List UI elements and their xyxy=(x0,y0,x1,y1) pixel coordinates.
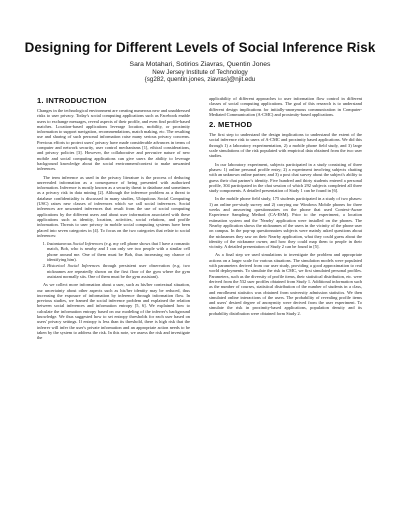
paper-emails: {sg282, quentin.jones, ziavras}@njit.edu xyxy=(144,76,256,83)
method-paragraph-2: In our laboratory experiment, subjects participated in a study consisting of three phases: 1) online personal profile entry; 2) a experiment involving subjects chatting with an unknown online partner; and 3) a post chat survey about the subject's ability to guess their chat partner's identity. Five hundred and thirty students entered a personal profile, 304 participated in the chat session of which 292 subjects completed all three study components. A detailed presentation of Study 1 can be found in [6]. xyxy=(209,161,362,194)
paper-affiliation: New Jersey Institute of Technology xyxy=(152,69,248,76)
right-column xyxy=(209,96,362,319)
left-column xyxy=(37,96,190,343)
method-paragraph-3: In the mobile phone field study, 175 students participated in a study of two phases: 1) an online pre-study survey and 2) carrying our Windows Mobile phones for three weeks and answering questionnaires on the phone that used Context-Aware Experience Sampling Method (CA-ESM). Prior to the experiment, a location estimation system and the 'Nearby' application were installed on the phones. The Nearby application shows the nicknames of the users in the vicinity of the phone user on campus. In the pop-up questionnaires subjects were mainly asked questions about the nicknames they saw on their Nearby application, what they could guess about the identity of the nickname owner, and how they could map them to people in their vicinity. A detailed presentation of Study 2 can be found in [5]. xyxy=(209,196,362,250)
intro-paragraph-1: Changes in the technological environment are creating numerous new and unaddressed risks to user privacy. Today's social computing applications such as Facebook enable users to exchange messages, reveal aspects of their profile, and even find profile-based matches. Location-based applications leverage location, mobility, or proximity information to support navigation, recommendations, match making, etc. The resulting use and sharing of such personal information raise many serious privacy concerns. Previous efforts to protect users' privacy have made considerable advances in terms of computer and network security, user control mechanisms [1], ethical considerations, and privacy policies [3]. However, the collaborative and pervasive nature of new mobile and social computing applications can give users the ability to leverage background knowledge about the social environment/context to make unwanted inferences. xyxy=(37,108,190,172)
list-item xyxy=(47,263,190,279)
paper-title: Designing for Different Levels of Social Inference Risk xyxy=(24,40,376,55)
list-item xyxy=(47,241,190,262)
intro-paragraph-3: As we collect more information about a user, such as his/her contextual situation, our uncertainty about other aspects such as his/her identity may be reduced, thus increasing the exposure of information by inference through information flow. In previous studies, we framed the social inference problem and explained the relation between social inferences and information entropy [5, 6]. We explained how to calculate the information entropy based on our modeling of the inferrer's background knowledge. We thus suggested how to set entropy thresholds for each user based on users' privacy settings. If entropy is less than its threshold, there is high risk that the inferrer will infer the user's private information and an appropriate action needs to be taken by the system to address the risk. In this note, we assess the risk and investigate the xyxy=(37,282,190,341)
list-item-label: Instantaneous Social Inferences xyxy=(47,241,104,247)
section-heading-introduction: 1. INTRODUCTION xyxy=(37,96,107,105)
section-heading-method: 2. METHOD xyxy=(209,120,253,130)
method-paragraph-4: As a final step we used simulations to investigate the problem and appropriate actions on a larger scale for various situations. The simulation models were populated with parameters derived from our user study, providing a good approximation to real world deployments. To simulate the risk in CMC, we first simulated personal profiles. Parameters, such as the diversity of profile items, their statistical distribution, etc. were derived from the 532 user profiles obtained from Study 1. Additional information such as the number of courses, statistical distribution of the number of students in a class, and enrollment statistics was obtained from university admission statistics. We then simulated online interactions of the users. The probability of revealing profile items and users' desired degree of anonymity were derived from the user experiment. To simulate the risk in proximity-based applications, population density and its probability distribution were obtained form Study 2. xyxy=(209,252,362,316)
list-item-text: (e.g. my cell phone shows that I have a romantic match, Bob, who is nearby and I can only see two people with a similar cell phone around me. One of them must be Bob, thus increasing my chance of identifying him). xyxy=(47,241,190,263)
inference-category-list xyxy=(37,241,190,279)
intro-continued-paragraph: applicability of different approaches to user information flow control in different classes of social computing applications. The goal of this research is to understand different design implications for initially-anonymous communication in Computer-Mediated Communication (A-CMC) and proximity-based applications. xyxy=(209,96,362,117)
list-item-text: through persistent user observation (e.g. two nicknames are repeatedly shown on the first floor of the gym where the gym assistant normally sits. One of them must be the gym assistant). xyxy=(47,263,190,279)
list-item-label: Historical Social Inferences xyxy=(47,263,100,269)
paper-authors: Sara Motahari, Sotirios Ziavras, Quentin Jones xyxy=(129,61,271,68)
method-paragraph-1: The first step to understand the design implications to understand the extent of the social inference risk to users of A-CMC and proximity based applications. We did this through 1) a laboratory experimentation, 2) a mobile phone field study, and 3) large scale simulations of the risk populated with empirical data obtained from the two user studies. xyxy=(209,132,362,159)
intro-paragraph-2: The term inference as used in the privacy literature is the process of deducing unrevealed information as a consequence of being presented with authorized information. Inference is mostly known as a security threat to database and sometimes as a privacy risk in data mining [2]. Although the inference problem as a threat to database confidentiality is discussed in many studies, Ubiquitous Social Computing (USC) raises new classes of inferences which we call social inferences. Social inferences are unwanted inferences that result from the use of social computing applications by the different users and about user information associated with these applications such as identity, location, activities, social relations, and profile information. Threats to user privacy in mobile social computing systems have been placed into seven categories in [4]. To focus on the two categories that relate to social inferences: xyxy=(37,174,190,238)
